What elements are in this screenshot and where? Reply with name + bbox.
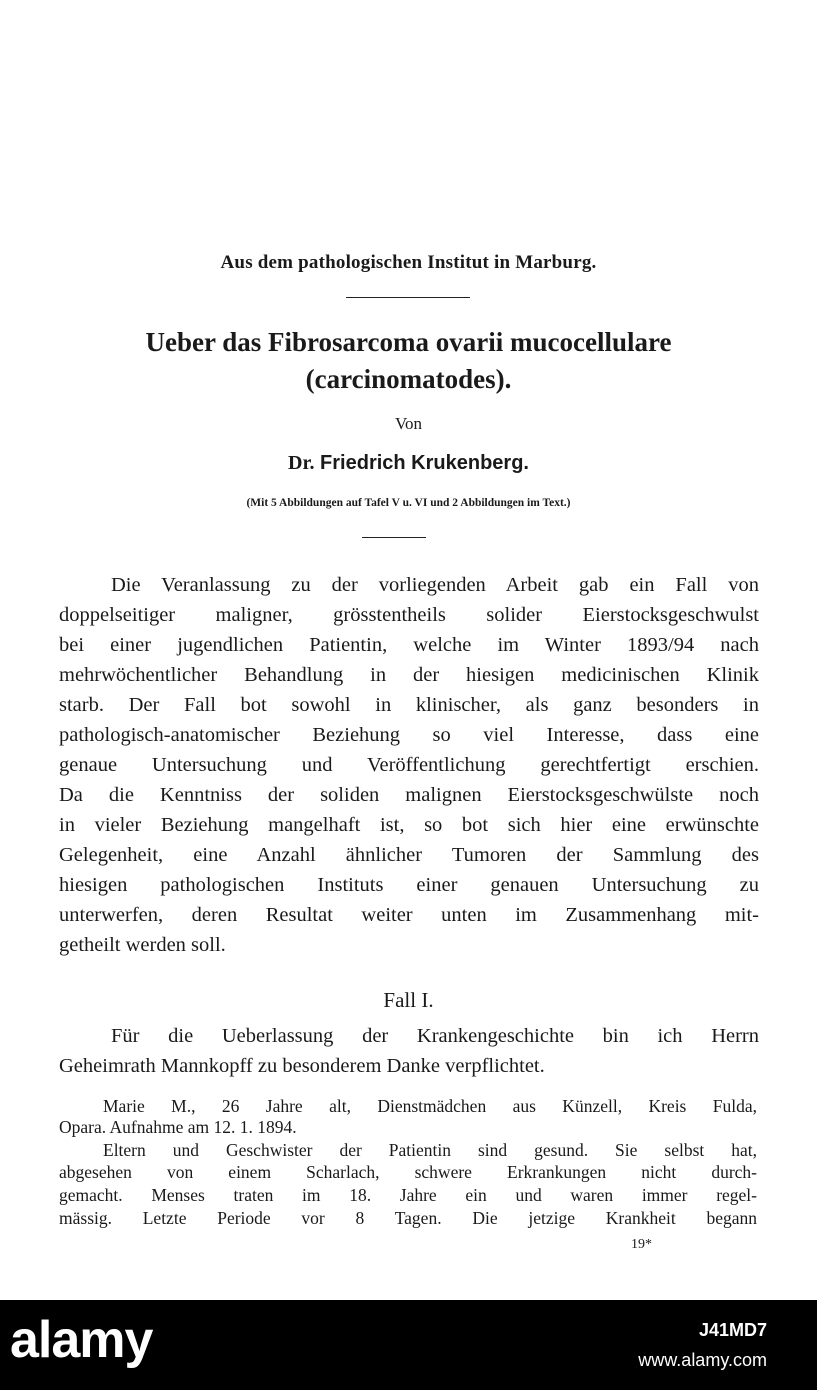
intro-line: pathologisch-anatomischer Beziehung so viel Interesse, dass eine (59, 724, 759, 746)
case-heading: Fall I. (383, 988, 434, 1012)
intro-line: in vieler Beziehung mangelhaft ist, so bot sich hier eine erwünschte (59, 814, 759, 836)
intro-line: mehrwöchentlicher Behandlung in der hiesigen medicinischen Klinik (59, 664, 759, 686)
alamy-logo: alamy (10, 1311, 153, 1369)
footer-url: www.alamy.com (638, 1350, 767, 1370)
intro-line: doppelseitiger maligner, grösstentheils solider Eierstocksgeschwulst (59, 604, 759, 626)
intro-line: hiesigen pathologischen Instituts einer genauen Untersuchung zu (59, 874, 759, 896)
intro-line: Die Veranlassung zu der vorliegenden Arbeit gab ein Fall von (111, 574, 759, 596)
intro-line: starb. Der Fall bot sowohl in klinischer, als ganz besonders in (59, 694, 759, 716)
divider-top (346, 297, 470, 298)
case-line: Eltern und Geschwister der Patientin sind gesund. Sie selbst hat, (103, 1140, 757, 1160)
case-line: mässig. Letzte Periode vor 8 Tagen. Die jetzige Krankheit begann (59, 1208, 757, 1228)
divider-bottom (362, 537, 426, 538)
intro-line: getheilt werden soll. (59, 934, 226, 956)
author-prefix: Dr. (288, 452, 315, 474)
thanks-line: Geheimrath Mannkopff zu besonderem Danke verpflichtet. (59, 1055, 545, 1077)
author-line (0, 452, 817, 475)
case-line: Opara. Aufnahme am 12. 1. 1894. (59, 1117, 297, 1137)
author-name: Friedrich Krukenberg. (320, 452, 529, 474)
institute-line: Aus dem pathologischen Institut in Marburg. (220, 252, 597, 273)
thanks-line: Für die Ueberlassung der Krankengeschichte bin ich Herrn (111, 1025, 759, 1047)
case-line: abgesehen von einem Scharlach, schwere Erkrankungen nicht durch- (59, 1162, 757, 1182)
illustration-note: (Mit 5 Abbildungen auf Tafel V u. VI und 2 Abbildungen im Text.) (246, 497, 571, 509)
intro-line: genaue Untersuchung und Veröffentlichung gerechtfertigt erschien. (59, 754, 759, 776)
intro-line: unterwerfen, deren Resultat weiter unten im Zusammenhang mit- (59, 904, 759, 926)
intro-line: Da die Kenntniss der soliden malignen Eierstocksgeschwülste noch (59, 784, 759, 806)
intro-line: Gelegenheit, eine Anzahl ähnlicher Tumoren der Sammlung des (59, 844, 759, 866)
article-title-line1: Ueber das Fibrosarcoma ovarii mucocellulare (145, 327, 672, 357)
case-line: gemacht. Menses traten im 18. Jahre ein und waren immer regel- (59, 1185, 757, 1205)
page-number: 19* (631, 1237, 652, 1252)
image-id: J41MD7 (698, 1320, 767, 1340)
article-title-line2: (carcinomatodes). (305, 364, 512, 394)
case-line: Marie M., 26 Jahre alt, Dienstmädchen aus Künzell, Kreis Fulda, (103, 1096, 757, 1116)
intro-line: bei einer jugendlichen Patientin, welche im Winter 1893/94 nach (59, 634, 759, 656)
von-label: Von (394, 414, 423, 433)
